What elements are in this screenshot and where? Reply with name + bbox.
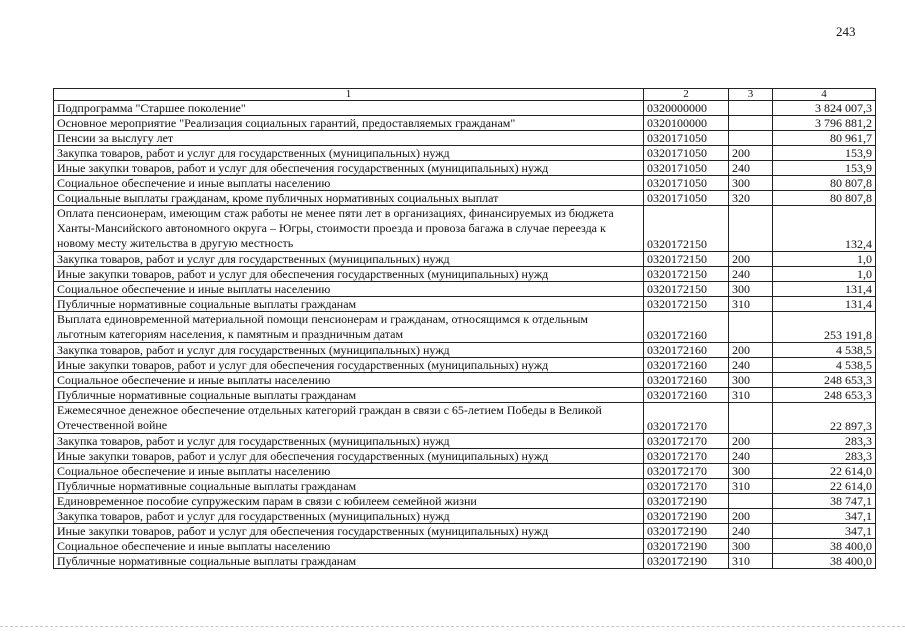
- row-name-cell: Социальное обеспечение и иные выплаты населению: [54, 464, 644, 479]
- table-row: [54, 297, 876, 312]
- table-row: [54, 403, 876, 434]
- row-name-cell: Ежемесячное денежное обеспечение отдельных категорий граждан в связи с 65-летием Победы в Великой Отечественной войне: [54, 403, 644, 434]
- page-number: 243: [836, 24, 856, 39]
- row-amount-cell: 22 614,0: [773, 479, 876, 494]
- row-name-cell: Иные закупки товаров, работ и услуг для обеспечения государственных (муниципальных) нужд: [54, 161, 644, 176]
- row-name-cell: Пенсии за выслугу лет: [54, 131, 644, 146]
- row-name-cell: Публичные нормативные социальные выплаты гражданам: [54, 554, 644, 569]
- row-code-cell: 0320172190: [644, 554, 729, 569]
- table-row: [54, 282, 876, 297]
- table-row: [54, 206, 876, 252]
- row-code-cell: 0320172160: [644, 312, 729, 343]
- row-amount-cell: 4 538,5: [773, 343, 876, 358]
- row-code-cell: 0320172170: [644, 449, 729, 464]
- table-row: [54, 388, 876, 403]
- scan-artifact-line: [0, 626, 905, 627]
- row-amount-cell: 3 796 881,2: [773, 116, 876, 131]
- row-code-cell: 0320171050: [644, 176, 729, 191]
- row-code-cell: 0320172150: [644, 297, 729, 312]
- row-code-cell: 0320172160: [644, 343, 729, 358]
- row-name-cell: Социальные выплаты гражданам, кроме публичных нормативных социальных выплат: [54, 191, 644, 206]
- row-type-cell: 320: [729, 191, 773, 206]
- table-row: [54, 509, 876, 524]
- row-name-cell: Закупка товаров, работ и услуг для государственных (муниципальных) нужд: [54, 146, 644, 161]
- row-amount-cell: 153,9: [773, 146, 876, 161]
- table-row: [54, 539, 876, 554]
- header-cell-name: 1: [54, 89, 644, 101]
- row-name-cell: Социальное обеспечение и иные выплаты населению: [54, 539, 644, 554]
- row-type-cell: 240: [729, 161, 773, 176]
- row-type-cell: [729, 116, 773, 131]
- row-name-cell: Иные закупки товаров, работ и услуг для обеспечения государственных (муниципальных) нужд: [54, 358, 644, 373]
- table-row: [54, 358, 876, 373]
- row-type-cell: 300: [729, 464, 773, 479]
- row-type-cell: 300: [729, 282, 773, 297]
- row-code-cell: 0320172190: [644, 509, 729, 524]
- row-code-cell: 0320172160: [644, 388, 729, 403]
- row-amount-cell: 132,4: [773, 206, 876, 252]
- row-name-cell: Социальное обеспечение и иные выплаты населению: [54, 176, 644, 191]
- row-amount-cell: 80 807,8: [773, 176, 876, 191]
- row-type-cell: [729, 312, 773, 343]
- table-row: [54, 524, 876, 539]
- row-name-cell: Публичные нормативные социальные выплаты гражданам: [54, 388, 644, 403]
- row-name-cell: Выплата единовременной материальной помощи пенсионерам и гражданам, относящимся к отдельным льготным категориям населения, к памятным и праздничным датам: [54, 312, 644, 343]
- row-name-cell: Оплата пенсионерам, имеющим стаж работы не менее пяти лет в организациях, финансируемых из бюджета Ханты-Мансийского автономного округа – Югры, стоимости проезда и провоза багажа в случае переезда к новому месту жительства в другую местность: [54, 206, 644, 252]
- row-code-cell: 0320171050: [644, 191, 729, 206]
- table-row: [54, 373, 876, 388]
- row-code-cell: 0320172170: [644, 479, 729, 494]
- table-row: [54, 312, 876, 343]
- row-code-cell: 0320172190: [644, 494, 729, 509]
- row-type-cell: 310: [729, 297, 773, 312]
- table-row: [54, 449, 876, 464]
- row-type-cell: 300: [729, 539, 773, 554]
- table-row: [54, 434, 876, 449]
- row-amount-cell: 131,4: [773, 297, 876, 312]
- row-amount-cell: 80 807,8: [773, 191, 876, 206]
- row-code-cell: 0320171050: [644, 161, 729, 176]
- row-amount-cell: 1,0: [773, 267, 876, 282]
- row-code-cell: 0320172160: [644, 358, 729, 373]
- row-code-cell: 0320172150: [644, 282, 729, 297]
- row-amount-cell: 248 653,3: [773, 373, 876, 388]
- row-type-cell: [729, 403, 773, 434]
- row-name-cell: Публичные нормативные социальные выплаты гражданам: [54, 479, 644, 494]
- row-name-cell: Закупка товаров, работ и услуг для государственных (муниципальных) нужд: [54, 252, 644, 267]
- row-type-cell: 200: [729, 252, 773, 267]
- table-row: [54, 116, 876, 131]
- table-row: [54, 131, 876, 146]
- row-name-cell: Основное мероприятие "Реализация социальных гарантий, предоставляемых гражданам": [54, 116, 644, 131]
- row-name-cell: Подпрограмма "Старшее поколение": [54, 101, 644, 116]
- table-body: [54, 101, 876, 569]
- row-code-cell: 0320171050: [644, 131, 729, 146]
- row-amount-cell: 1,0: [773, 252, 876, 267]
- row-type-cell: 310: [729, 388, 773, 403]
- row-name-cell: Публичные нормативные социальные выплаты гражданам: [54, 297, 644, 312]
- row-type-cell: [729, 206, 773, 252]
- row-amount-cell: 38 400,0: [773, 554, 876, 569]
- row-code-cell: 0320171050: [644, 146, 729, 161]
- row-amount-cell: 4 538,5: [773, 358, 876, 373]
- row-type-cell: [729, 101, 773, 116]
- budget-table: [53, 88, 876, 569]
- row-name-cell: Иные закупки товаров, работ и услуг для обеспечения государственных (муниципальных) нужд: [54, 267, 644, 282]
- table-row: [54, 101, 876, 116]
- row-amount-cell: 38 747,1: [773, 494, 876, 509]
- row-type-cell: 310: [729, 554, 773, 569]
- row-type-cell: 300: [729, 373, 773, 388]
- row-type-cell: 240: [729, 358, 773, 373]
- row-amount-cell: 283,3: [773, 434, 876, 449]
- row-amount-cell: 283,3: [773, 449, 876, 464]
- row-amount-cell: 38 400,0: [773, 539, 876, 554]
- row-amount-cell: 347,1: [773, 524, 876, 539]
- row-amount-cell: 22 614,0: [773, 464, 876, 479]
- table-row: [54, 267, 876, 282]
- table-row: [54, 464, 876, 479]
- row-code-cell: 0320172150: [644, 252, 729, 267]
- table-row: [54, 176, 876, 191]
- row-type-cell: [729, 494, 773, 509]
- row-name-cell: Иные закупки товаров, работ и услуг для обеспечения государственных (муниципальных) нужд: [54, 449, 644, 464]
- row-type-cell: 300: [729, 176, 773, 191]
- row-amount-cell: 22 897,3: [773, 403, 876, 434]
- row-amount-cell: 153,9: [773, 161, 876, 176]
- header-cell-code: 2: [644, 89, 729, 101]
- row-type-cell: 200: [729, 146, 773, 161]
- header-row: [54, 89, 876, 101]
- row-type-cell: 200: [729, 434, 773, 449]
- row-type-cell: [729, 131, 773, 146]
- row-name-cell: Закупка товаров, работ и услуг для государственных (муниципальных) нужд: [54, 509, 644, 524]
- row-type-cell: 310: [729, 479, 773, 494]
- row-code-cell: 0320172190: [644, 539, 729, 554]
- row-name-cell: Социальное обеспечение и иные выплаты населению: [54, 373, 644, 388]
- table-row: [54, 191, 876, 206]
- row-name-cell: Иные закупки товаров, работ и услуг для обеспечения государственных (муниципальных) нужд: [54, 524, 644, 539]
- row-code-cell: 0320172160: [644, 373, 729, 388]
- table-row: [54, 146, 876, 161]
- row-code-cell: 0320100000: [644, 116, 729, 131]
- row-amount-cell: 80 961,7: [773, 131, 876, 146]
- table-row: [54, 554, 876, 569]
- table-row: [54, 161, 876, 176]
- row-amount-cell: 253 191,8: [773, 312, 876, 343]
- row-amount-cell: 248 653,3: [773, 388, 876, 403]
- row-code-cell: 0320000000: [644, 101, 729, 116]
- header-cell-type: 3: [729, 89, 773, 101]
- row-amount-cell: 131,4: [773, 282, 876, 297]
- row-type-cell: 200: [729, 509, 773, 524]
- row-amount-cell: 3 824 007,3: [773, 101, 876, 116]
- row-type-cell: 240: [729, 449, 773, 464]
- row-type-cell: 240: [729, 524, 773, 539]
- row-name-cell: Закупка товаров, работ и услуг для государственных (муниципальных) нужд: [54, 434, 644, 449]
- row-code-cell: 0320172170: [644, 403, 729, 434]
- table-row: [54, 252, 876, 267]
- header-cell-amount: 4: [773, 89, 876, 101]
- row-type-cell: 240: [729, 267, 773, 282]
- row-code-cell: 0320172150: [644, 267, 729, 282]
- row-code-cell: 0320172150: [644, 206, 729, 252]
- row-type-cell: 200: [729, 343, 773, 358]
- table-row: [54, 494, 876, 509]
- row-name-cell: Социальное обеспечение и иные выплаты населению: [54, 282, 644, 297]
- row-amount-cell: 347,1: [773, 509, 876, 524]
- row-code-cell: 0320172190: [644, 524, 729, 539]
- table-row: [54, 479, 876, 494]
- row-name-cell: Единовременное пособие супружеским парам в связи с юбилеем семейной жизни: [54, 494, 644, 509]
- row-code-cell: 0320172170: [644, 434, 729, 449]
- row-code-cell: 0320172170: [644, 464, 729, 479]
- row-name-cell: Закупка товаров, работ и услуг для государственных (муниципальных) нужд: [54, 343, 644, 358]
- table-row: [54, 343, 876, 358]
